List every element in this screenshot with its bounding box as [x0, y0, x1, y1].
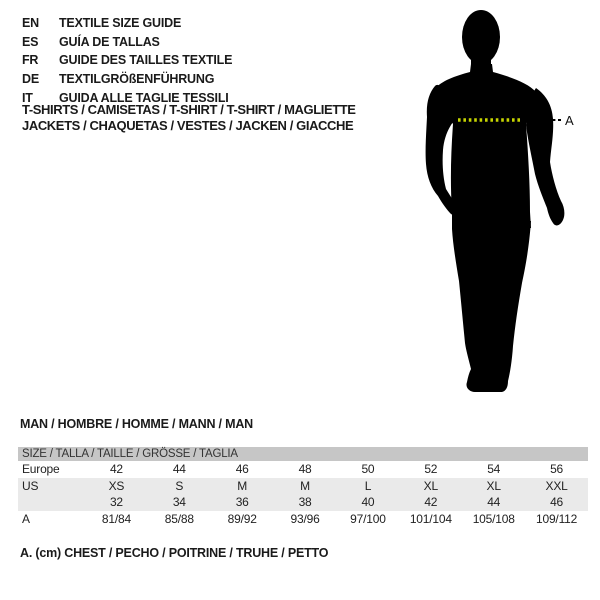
size-cell: 93/96: [290, 511, 320, 526]
size-cell: S: [175, 478, 184, 493]
lang-label: TEXTILE SIZE GUIDE: [59, 16, 182, 31]
size-cell: 48: [298, 462, 312, 476]
language-guide-list: [22, 14, 232, 107]
silhouette-legs: [452, 221, 531, 392]
man-silhouette-figure: [395, 0, 600, 400]
row-label: US: [22, 478, 39, 493]
size-cell: 97/100: [350, 511, 386, 526]
size-cell: 50: [361, 462, 375, 476]
lang-label: TEXTILGRÖßENFÜHRUNG: [59, 72, 215, 87]
size-cell: 42: [424, 495, 438, 509]
lang-row-es: [22, 33, 232, 52]
category-heading: [22, 102, 356, 133]
man-silhouette-svg: [395, 0, 600, 400]
size-cell: 85/88: [164, 511, 194, 526]
size-cell: 38: [298, 495, 312, 509]
table-row-us-numeric: [18, 494, 588, 511]
size-cell: 46: [550, 495, 564, 509]
lang-code: DE: [22, 72, 39, 87]
lang-label: GUÍA DE TALLAS: [59, 34, 160, 49]
size-cell: 105/108: [472, 511, 515, 526]
size-cell: 52: [424, 462, 438, 476]
size-cell: XS: [108, 478, 125, 493]
lang-row-en: [22, 14, 232, 33]
category-line-tshirts: T-SHIRTS / CAMISETAS / T-SHIRT / T-SHIRT / MAGLIETTE: [22, 102, 356, 117]
size-cell: M: [237, 478, 248, 493]
size-cell: 32: [109, 495, 123, 509]
measurement-footnote: A. (cm) CHEST / PECHO / POITRINE / TRUHE / PETTO: [20, 546, 329, 560]
row-label: A: [22, 511, 30, 526]
size-cell: 44: [487, 495, 501, 509]
size-cell: 109/112: [536, 511, 578, 526]
lang-row-fr: [22, 51, 232, 70]
lang-code: IT: [22, 90, 33, 105]
silhouette-right-arm: [526, 88, 564, 225]
size-cell: 42: [109, 462, 123, 476]
table-row-chest-a: [18, 511, 588, 528]
row-label: [18, 494, 85, 511]
size-cell: 44: [172, 462, 186, 476]
row-label: Europe: [22, 462, 60, 476]
size-table-header: SIZE / TALLA / TAILLE / GRÖSSE / TAGLIA: [18, 447, 588, 461]
size-cell: 81/84: [101, 511, 131, 526]
table-row-us: [18, 478, 588, 495]
lang-label: GUIDA ALLE TAGLIE TESSILI: [59, 90, 229, 105]
size-cell: 40: [361, 495, 375, 509]
lang-code: EN: [22, 16, 39, 31]
measure-label-a: A: [565, 113, 574, 128]
size-table: [18, 447, 588, 527]
size-cell: 34: [172, 495, 186, 509]
size-cell: XL: [486, 478, 501, 493]
size-cell: 101/104: [409, 511, 452, 526]
lang-label: GUIDE DES TAILLES TEXTILE: [59, 53, 233, 68]
size-cell: L: [364, 478, 372, 493]
table-row-europe: [18, 461, 588, 478]
size-cell: 56: [550, 462, 564, 476]
size-cell: XXL: [545, 478, 568, 493]
lang-row-de: [22, 70, 232, 89]
lang-code: ES: [22, 34, 39, 49]
size-cell: M: [300, 478, 310, 493]
size-cell: 46: [235, 462, 249, 476]
category-line-jackets: JACKETS / CHAQUETAS / VESTES / JACKEN / GIACCHE: [22, 117, 354, 133]
size-cell: 54: [487, 462, 501, 476]
section-title-man: MAN / HOMBRE / HOMME / MANN / MAN: [20, 417, 253, 431]
size-cell: 36: [235, 495, 249, 509]
size-cell: XL: [423, 478, 438, 493]
size-cell: 89/92: [227, 511, 257, 526]
lang-code: FR: [22, 53, 39, 68]
